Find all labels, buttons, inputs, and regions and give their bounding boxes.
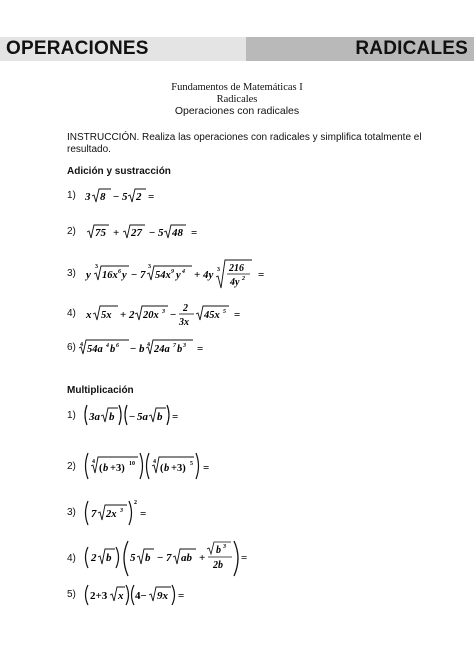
svg-text:6: 6 [118, 269, 121, 275]
svg-text:2: 2 [134, 500, 137, 506]
banner-title-radicales: RADICALES [355, 38, 468, 59]
svg-text:+: + [199, 552, 206, 564]
svg-text:b: b [216, 545, 221, 556]
svg-text:3: 3 [223, 544, 226, 550]
svg-text:=: = [197, 343, 204, 355]
svg-text:3: 3 [162, 309, 165, 315]
radical-expression-svg [79, 338, 219, 360]
svg-text:y: y [122, 270, 127, 281]
svg-text:b: b [110, 344, 116, 355]
svg-text:=: = [234, 309, 241, 321]
svg-text:=: = [140, 508, 147, 520]
svg-text:3: 3 [217, 267, 220, 273]
svg-text:b: b [103, 463, 109, 474]
svg-text:4−: 4− [135, 590, 147, 602]
title-banner [0, 37, 474, 61]
svg-text:+: + [194, 269, 201, 281]
svg-text:y: y [86, 269, 91, 281]
svg-text:3: 3 [148, 264, 151, 270]
svg-text:2: 2 [242, 276, 245, 282]
radical-expression-svg [85, 188, 175, 208]
svg-text:−: − [131, 269, 138, 281]
svg-text:5: 5 [223, 309, 226, 315]
svg-text:48: 48 [172, 227, 183, 239]
svg-text:−: − [170, 309, 177, 321]
radical-expression-svg [83, 403, 193, 429]
svg-text:3: 3 [95, 264, 98, 270]
svg-text:3x: 3x [179, 317, 189, 328]
svg-text:−: − [130, 343, 137, 355]
svg-text:7: 7 [91, 508, 97, 520]
course-title: Fundamentos de Matemáticas I [171, 82, 303, 93]
svg-text:5x: 5x [101, 310, 112, 321]
svg-text:=: = [258, 269, 265, 281]
radical-expression-svg [83, 583, 193, 609]
svg-text:−: − [129, 411, 136, 423]
svg-text:7: 7 [173, 343, 176, 349]
exercise-number: 2) [67, 461, 76, 472]
radical-expression-svg [86, 258, 286, 290]
svg-text:4y: 4y [203, 269, 214, 281]
exercise-number: 1) [67, 410, 76, 421]
instruction-text: INSTRUCCIÓN. Realiza las operaciones con radicales y simplifica totalmente el resultado. [67, 132, 422, 155]
svg-text:4: 4 [80, 342, 83, 348]
svg-text:5a: 5a [137, 411, 148, 423]
radical-expression-svg [86, 300, 266, 330]
svg-text:7: 7 [140, 269, 146, 281]
svg-text:10: 10 [129, 461, 135, 467]
topic-title: Radicales [216, 94, 258, 105]
svg-text:24a: 24a [154, 344, 170, 355]
svg-text:4: 4 [153, 459, 156, 465]
exercise-number: 5) [67, 589, 76, 600]
exercise-number: 3) [67, 268, 76, 279]
svg-text:4: 4 [106, 343, 109, 349]
svg-text:b: b [177, 344, 183, 355]
exercise-number: 3) [67, 507, 76, 518]
svg-text:54a: 54a [87, 344, 103, 355]
radical-expression-svg [83, 498, 163, 526]
svg-text:2b: 2b [213, 560, 223, 571]
svg-text:4: 4 [92, 459, 95, 465]
svg-text:4: 4 [182, 269, 185, 275]
svg-text:7: 7 [166, 552, 172, 564]
svg-text:4: 4 [147, 342, 150, 348]
svg-text:5: 5 [158, 227, 164, 239]
svg-text:8: 8 [100, 191, 106, 203]
svg-text:9x: 9x [157, 590, 168, 602]
svg-text:ab: ab [181, 552, 192, 564]
svg-text:−: − [149, 227, 156, 239]
svg-text:5: 5 [130, 552, 136, 564]
exercise-number: 2) [67, 226, 76, 237]
svg-text:2+3: 2+3 [90, 590, 108, 602]
svg-text:75: 75 [95, 227, 106, 239]
svg-text:3: 3 [183, 343, 186, 349]
svg-text:27: 27 [131, 227, 142, 239]
banner-title-operaciones: OPERACIONES [6, 38, 149, 59]
svg-text:5: 5 [190, 461, 193, 467]
svg-text:+: + [113, 227, 120, 239]
svg-text:b: b [109, 411, 115, 423]
svg-text:3: 3 [85, 191, 91, 203]
svg-text:2: 2 [136, 191, 142, 203]
section-heading-addition: Adición y sustracción [67, 166, 171, 177]
svg-text:216: 216 [229, 263, 244, 274]
svg-text:=: = [191, 227, 198, 239]
svg-text:b: b [139, 343, 145, 355]
svg-text:(: ( [99, 463, 103, 474]
svg-text:+: + [120, 309, 127, 321]
svg-text:x: x [86, 309, 92, 321]
exercise-number: 6) [67, 342, 76, 353]
radical-expression-svg [83, 452, 223, 482]
svg-text:+3): +3) [171, 463, 186, 474]
svg-text:2: 2 [129, 309, 135, 321]
svg-text:=: = [148, 191, 155, 203]
svg-text:x: x [118, 590, 124, 602]
exercise-number: 1) [67, 190, 76, 201]
svg-text:2: 2 [183, 303, 188, 314]
svg-text:(: ( [160, 463, 164, 474]
svg-text:−: − [113, 191, 120, 203]
svg-text:b: b [145, 552, 151, 564]
svg-text:=: = [172, 411, 179, 423]
svg-text:+3): +3) [110, 463, 125, 474]
svg-text:2: 2 [91, 552, 97, 564]
svg-text:=: = [203, 462, 210, 474]
worksheet-title: Operaciones con radicales [174, 105, 300, 117]
svg-text:3: 3 [120, 508, 123, 514]
radical-expression-svg [83, 540, 243, 578]
radical-expression-svg [87, 224, 227, 244]
svg-text:3a: 3a [89, 411, 100, 423]
svg-text:20x: 20x [143, 310, 159, 321]
svg-text:b: b [157, 411, 163, 423]
svg-text:2x: 2x [106, 509, 117, 520]
svg-text:−: − [157, 552, 164, 564]
svg-text:=: = [178, 590, 185, 602]
svg-text:16x: 16x [102, 270, 118, 281]
svg-text:b: b [106, 552, 112, 564]
svg-text:5: 5 [122, 191, 128, 203]
svg-text:4y: 4y [230, 277, 240, 288]
svg-text:54x: 54x [155, 270, 171, 281]
svg-text:y: y [176, 270, 181, 281]
svg-text:b: b [164, 463, 170, 474]
svg-text:9: 9 [171, 269, 174, 275]
svg-text:6: 6 [116, 343, 119, 349]
exercise-number: 4) [67, 553, 76, 564]
section-heading-multiplication: Multiplicación [67, 385, 134, 396]
exercise-number: 4) [67, 308, 76, 319]
svg-text:45x: 45x [204, 310, 220, 321]
